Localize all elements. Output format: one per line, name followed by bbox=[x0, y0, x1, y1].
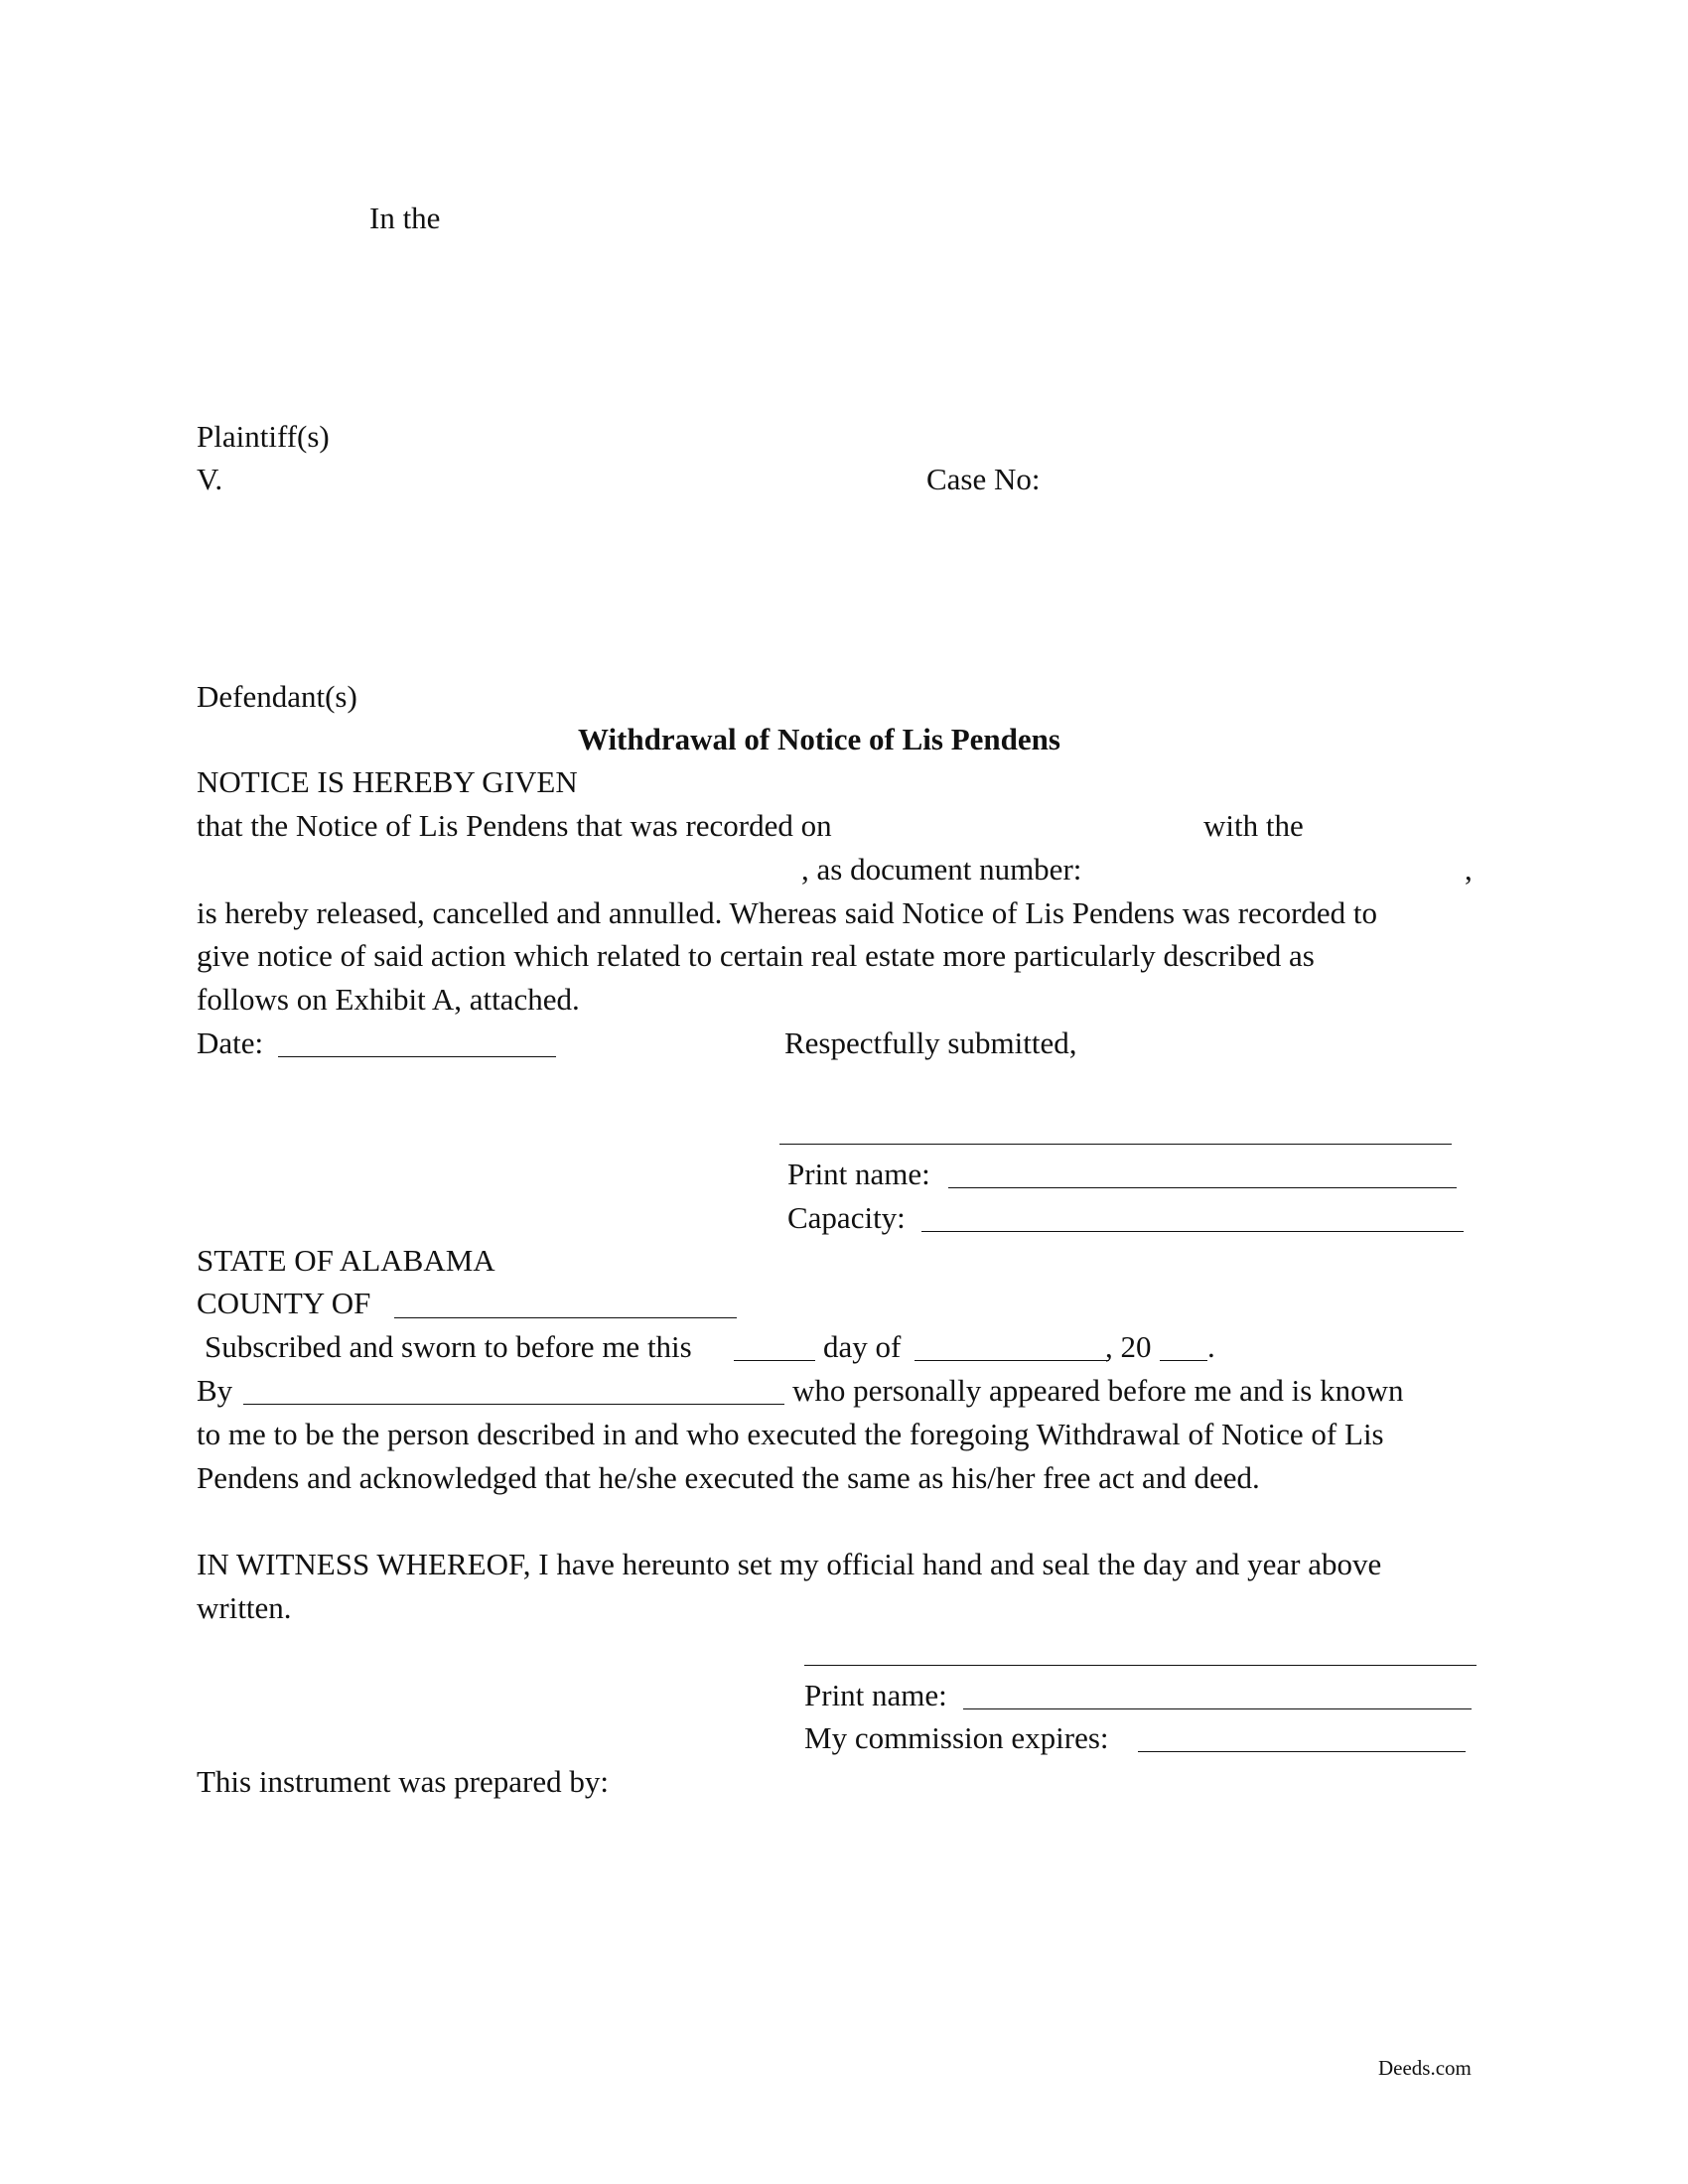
by-blank bbox=[243, 1404, 784, 1405]
print-name-label: Print name: bbox=[787, 1157, 930, 1191]
versus-label: V. bbox=[197, 462, 223, 496]
print-name-blank bbox=[948, 1187, 1457, 1188]
date-label: Date: bbox=[197, 1025, 264, 1060]
day-blank bbox=[734, 1360, 815, 1361]
capacity-label: Capacity: bbox=[787, 1200, 906, 1235]
notice-line-1a: that the Notice of Lis Pendens that was recorded on bbox=[197, 808, 832, 843]
ack-line-2: to me to be the person described in and who executed the foregoing Withdrawal of Notice of Lis bbox=[197, 1417, 1384, 1451]
notary-signature-line bbox=[804, 1665, 1477, 1666]
defendant-label: Defendant(s) bbox=[197, 679, 357, 714]
document-title: Withdrawal of Notice of Lis Pendens bbox=[578, 722, 1060, 756]
year-blank bbox=[1160, 1360, 1207, 1361]
notice-line-4: give notice of said action which related to certain real estate more particularly described as bbox=[197, 938, 1315, 973]
state-label: STATE OF ALABAMA bbox=[197, 1243, 495, 1278]
prepared-by-label: This instrument was prepared by: bbox=[197, 1764, 609, 1799]
capacity-blank bbox=[921, 1231, 1464, 1232]
by-text: who personally appeared before me and is known bbox=[792, 1373, 1404, 1408]
notice-heading: NOTICE IS HEREBY GIVEN bbox=[197, 764, 578, 799]
county-label: COUNTY OF bbox=[197, 1286, 371, 1320]
date-blank bbox=[278, 1056, 556, 1057]
notice-line-5: follows on Exhibit A, attached. bbox=[197, 982, 580, 1017]
notice-line-2b: , bbox=[1465, 852, 1473, 887]
subscribed-text: Subscribed and sworn to before me this bbox=[205, 1329, 692, 1364]
commission-expires-label: My commission expires: bbox=[804, 1720, 1109, 1755]
notary-print-name-label: Print name: bbox=[804, 1678, 947, 1712]
respectfully-submitted: Respectfully submitted, bbox=[784, 1025, 1077, 1060]
county-blank bbox=[394, 1317, 737, 1318]
notice-line-3: is hereby released, cancelled and annulled. Whereas said Notice of Lis Pendens was recorded to bbox=[197, 895, 1378, 930]
month-blank bbox=[914, 1360, 1109, 1361]
notice-line-2a: , as document number: bbox=[801, 852, 1082, 887]
notice-line-1b: with the bbox=[1203, 808, 1304, 843]
year-prefix-text: , 20 bbox=[1105, 1329, 1152, 1364]
day-of-text: day of bbox=[823, 1329, 902, 1364]
ack-line-3: Pendens and acknowledged that he/she executed the same as his/her free act and deed. bbox=[197, 1460, 1260, 1495]
court-prefix: In the bbox=[369, 201, 441, 235]
notary-print-name-blank bbox=[963, 1708, 1472, 1709]
footer-brand: Deeds.com bbox=[1378, 2056, 1472, 2080]
case-number-label: Case No: bbox=[926, 462, 1041, 496]
signature-line bbox=[779, 1144, 1452, 1145]
subscribed-period: . bbox=[1207, 1329, 1215, 1364]
witness-line-1: IN WITNESS WHEREOF, I have hereunto set my official hand and seal the day and year above bbox=[197, 1547, 1382, 1581]
plaintiff-label: Plaintiff(s) bbox=[197, 419, 330, 454]
witness-line-2: written. bbox=[197, 1590, 292, 1625]
commission-expires-blank bbox=[1138, 1751, 1466, 1752]
by-label: By bbox=[197, 1373, 233, 1408]
